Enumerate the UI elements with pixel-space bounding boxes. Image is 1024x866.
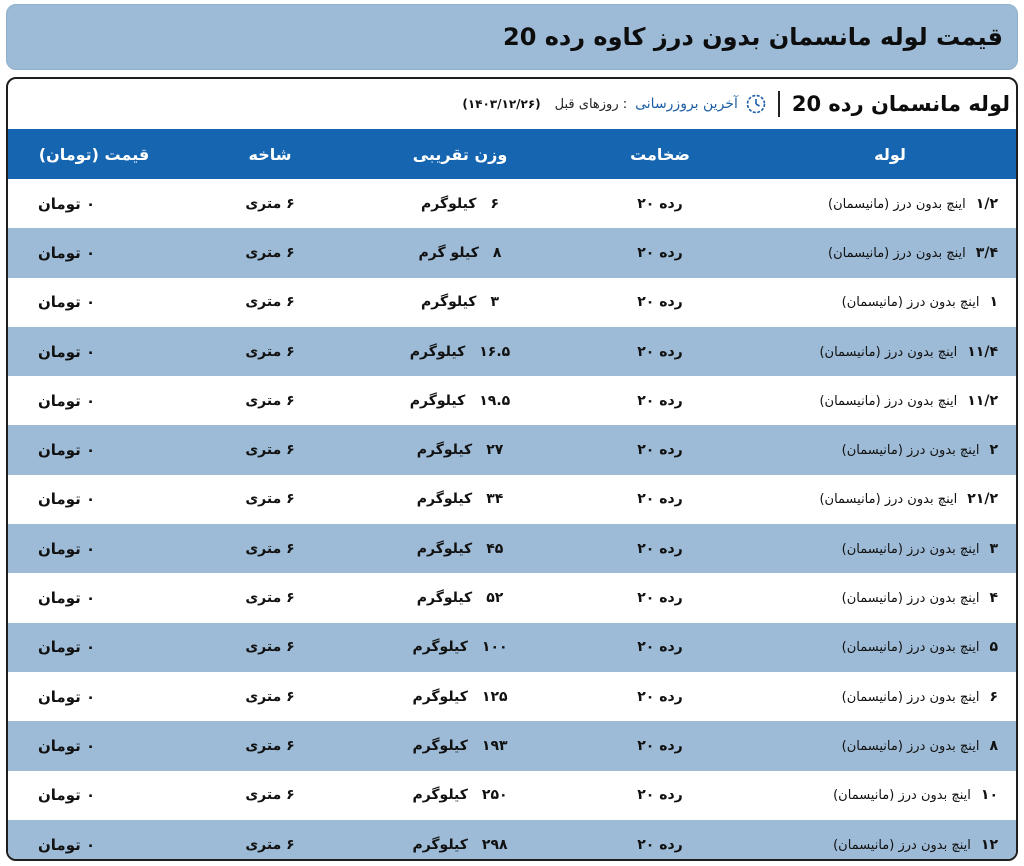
cell-thickness: رده ۲۰ (637, 540, 683, 557)
price-table (8, 129, 1018, 861)
pipe-size: ۱۰ (980, 787, 998, 804)
cell-thickness: رده ۲۰ (637, 195, 683, 212)
price-card (6, 77, 1018, 861)
column-header-price: قیمت (تومان) (38, 144, 150, 164)
cell-thickness: رده ۲۰ (637, 737, 683, 754)
table-row (8, 376, 1018, 425)
pipe-desc: اینچ بدون درز (مانیسمان) (833, 788, 971, 804)
cell-thickness: رده ۲۰ (637, 294, 683, 311)
cell-pipe (760, 771, 1018, 820)
weight-unit: کیلوگرم (416, 540, 473, 557)
cell-pipe (760, 672, 1018, 721)
pipe-size: ۲ (989, 442, 998, 459)
weight-unit: کیلوگرم (412, 737, 468, 754)
cell-weight (360, 179, 560, 228)
cell-branch: ۶ متری (245, 442, 295, 459)
table-row (8, 278, 1018, 327)
pipe-size: ۸ (989, 737, 998, 754)
weight-unit: کیلوگرم (416, 590, 473, 607)
update-label: آخرین بروزرسانی (635, 96, 738, 112)
pipe-desc: اینچ بدون درز (مانیسمان) (841, 295, 980, 311)
pipe-desc: اینچ بدون درز (مانیسمان) (833, 837, 971, 853)
weight-number: ۶ (490, 195, 499, 212)
cell-price: ۰ تومان (38, 243, 96, 262)
weight-number: ۲۵۰ (481, 787, 508, 804)
weight-unit: کیلوگرم (416, 442, 473, 459)
cell-weight (360, 425, 560, 474)
cell-price: ۰ تومان (38, 687, 96, 706)
weight-number: ۳۴ (486, 491, 504, 508)
cell-price: ۰ تومان (38, 589, 96, 608)
weight-number: ۲۹۸ (481, 836, 508, 853)
cell-thickness: رده ۲۰ (637, 392, 683, 409)
weight-number: ۱۹۳ (481, 737, 508, 754)
cell-thickness: رده ۲۰ (637, 836, 683, 853)
cell-pipe (760, 228, 1018, 277)
cell-branch: ۶ متری (245, 639, 295, 656)
cell-branch: ۶ متری (245, 688, 295, 705)
pipe-size: ۴ (989, 590, 998, 607)
pipe-desc: اینچ بدون درز (مانیسمان) (841, 443, 980, 459)
table-row (8, 327, 1018, 376)
cell-pipe (760, 820, 1018, 861)
weight-unit: کیلوگرم (412, 688, 468, 705)
cell-branch: ۶ متری (245, 737, 295, 754)
weight-number: ۱۰۰ (481, 639, 508, 656)
cell-price: ۰ تومان (38, 342, 96, 361)
cell-price: ۰ تومان (38, 539, 96, 558)
cell-weight (360, 278, 560, 327)
pipe-desc: اینچ بدون درز (مانیسمان) (841, 738, 980, 754)
cell-pipe (760, 425, 1018, 474)
cell-price: ۰ تومان (38, 786, 96, 805)
pipe-desc: اینچ بدون درز (مانیسمان) (841, 541, 980, 557)
pipe-size: ۳ (989, 540, 998, 557)
weight-unit: کیلوگرم (420, 195, 477, 212)
cell-pipe (760, 327, 1018, 376)
table-row (8, 721, 1018, 770)
pipe-size: ۱/۲ (975, 195, 998, 212)
cell-thickness: رده ۲۰ (637, 639, 683, 656)
weight-unit: کیلوگرم (409, 343, 466, 360)
cell-branch: ۶ متری (245, 836, 295, 853)
weight-number: ۱۹.۵ (479, 392, 511, 409)
table-row (8, 228, 1018, 277)
pipe-desc: اینچ بدون درز (مانیسمان) (841, 689, 980, 705)
table-row (8, 179, 1018, 228)
column-header-weight: وزن تقریبی (412, 144, 508, 164)
cell-branch: ۶ متری (245, 590, 295, 607)
cell-branch: ۶ متری (245, 540, 295, 557)
cell-branch: ۶ متری (245, 787, 295, 804)
cell-weight (360, 771, 560, 820)
table-row (8, 573, 1018, 622)
weight-unit: کیلو گرم (418, 244, 479, 261)
cell-branch: ۶ متری (245, 491, 295, 508)
cell-price: ۰ تومان (38, 391, 96, 410)
cell-pipe (760, 179, 1018, 228)
cell-thickness: رده ۲۰ (637, 442, 683, 459)
weight-number: ۲۷ (486, 442, 504, 459)
card-header (8, 79, 1016, 129)
page-header (6, 4, 1018, 70)
table-row (8, 623, 1018, 672)
table-row (8, 820, 1018, 861)
column-header-thickness: ضخامت (630, 144, 690, 164)
table-row (8, 425, 1018, 474)
weight-unit: کیلوگرم (412, 836, 468, 853)
cell-branch: ۶ متری (245, 294, 295, 311)
table-row (8, 672, 1018, 721)
weight-unit: کیلوگرم (412, 787, 468, 804)
weight-unit: کیلوگرم (416, 491, 473, 508)
pipe-size: ۳/۴ (975, 244, 998, 261)
pipe-desc: اینچ بدون درز (مانیسمان) (841, 640, 980, 656)
weight-number: ۵۲ (486, 590, 504, 607)
weight-unit: کیلوگرم (412, 639, 468, 656)
pipe-desc: اینچ بدون درز (مانیسمان) (819, 492, 958, 508)
cell-price: ۰ تومان (38, 293, 96, 312)
cell-thickness: رده ۲۰ (637, 244, 683, 261)
cell-price: ۰ تومان (38, 194, 96, 213)
cell-pipe (760, 573, 1018, 622)
weight-number: ۱۶.۵ (479, 343, 511, 360)
pipe-size: ۶ (989, 688, 998, 705)
cell-price: ۰ تومان (38, 441, 96, 460)
cell-weight (360, 672, 560, 721)
update-date: (۱۴۰۳/۱۲/۲۶) (462, 97, 541, 111)
cell-thickness: رده ۲۰ (637, 787, 683, 804)
cell-weight (360, 721, 560, 770)
cell-thickness: رده ۲۰ (637, 590, 683, 607)
cell-pipe (760, 376, 1018, 425)
table-row (8, 475, 1018, 524)
cell-price: ۰ تومان (38, 736, 96, 755)
pipe-size: ۱۲ (980, 836, 998, 853)
weight-unit: کیلوگرم (420, 294, 477, 311)
cell-pipe (760, 524, 1018, 573)
weight-unit: کیلوگرم (409, 392, 466, 409)
pipe-size: ۱ (989, 294, 998, 311)
pipe-size: ۱۱/۴ (967, 343, 998, 360)
cell-branch: ۶ متری (245, 195, 295, 212)
update-value: : روزهای قبل (554, 96, 628, 112)
cell-thickness: رده ۲۰ (637, 688, 683, 705)
cell-weight (360, 475, 560, 524)
pipe-size: ۲۱/۲ (967, 491, 998, 508)
weight-number: ۱۲۵ (481, 688, 508, 705)
cell-weight (360, 573, 560, 622)
cell-pipe (760, 721, 1018, 770)
clock-icon (746, 94, 766, 114)
pipe-desc: اینچ بدون درز (مانیسمان) (828, 245, 966, 261)
cell-weight (360, 327, 560, 376)
weight-number: ۳ (490, 294, 499, 311)
cell-thickness: رده ۲۰ (637, 343, 683, 360)
cell-pipe (760, 278, 1018, 327)
cell-weight (360, 376, 560, 425)
cell-price: ۰ تومان (38, 490, 96, 509)
cell-weight (360, 228, 560, 277)
cell-branch: ۶ متری (245, 343, 295, 360)
cell-weight (360, 524, 560, 573)
cell-weight (360, 623, 560, 672)
pipe-size: ۵ (989, 639, 998, 656)
cell-branch: ۶ متری (245, 392, 295, 409)
divider (778, 91, 780, 117)
pipe-size: ۱۱/۲ (967, 392, 998, 409)
cell-pipe (760, 475, 1018, 524)
cell-branch: ۶ متری (245, 244, 295, 261)
pipe-desc: اینچ بدون درز (مانیسمان) (828, 196, 966, 212)
column-header-pipe: لوله (874, 144, 906, 164)
pipe-desc: اینچ بدون درز (مانیسمان) (841, 591, 980, 607)
page-title: قیمت لوله مانسمان بدون درز کاوه رده 20 (503, 23, 1003, 51)
cell-thickness: رده ۲۰ (637, 491, 683, 508)
table-row (8, 771, 1018, 820)
card-title: لوله مانسمان رده 20 (791, 92, 1010, 116)
table-header-row (8, 129, 1018, 179)
table-row (8, 524, 1018, 573)
cell-weight (360, 820, 560, 861)
weight-number: ۴۵ (486, 540, 504, 557)
column-header-branch: شاخه (248, 144, 292, 164)
weight-number: ۸ (492, 244, 502, 261)
cell-price: ۰ تومان (38, 835, 96, 854)
cell-pipe (760, 623, 1018, 672)
table-body (8, 179, 1018, 861)
pipe-desc: اینچ بدون درز (مانیسمان) (819, 344, 958, 360)
cell-price: ۰ تومان (38, 638, 96, 657)
pipe-desc: اینچ بدون درز (مانیسمان) (819, 393, 958, 409)
